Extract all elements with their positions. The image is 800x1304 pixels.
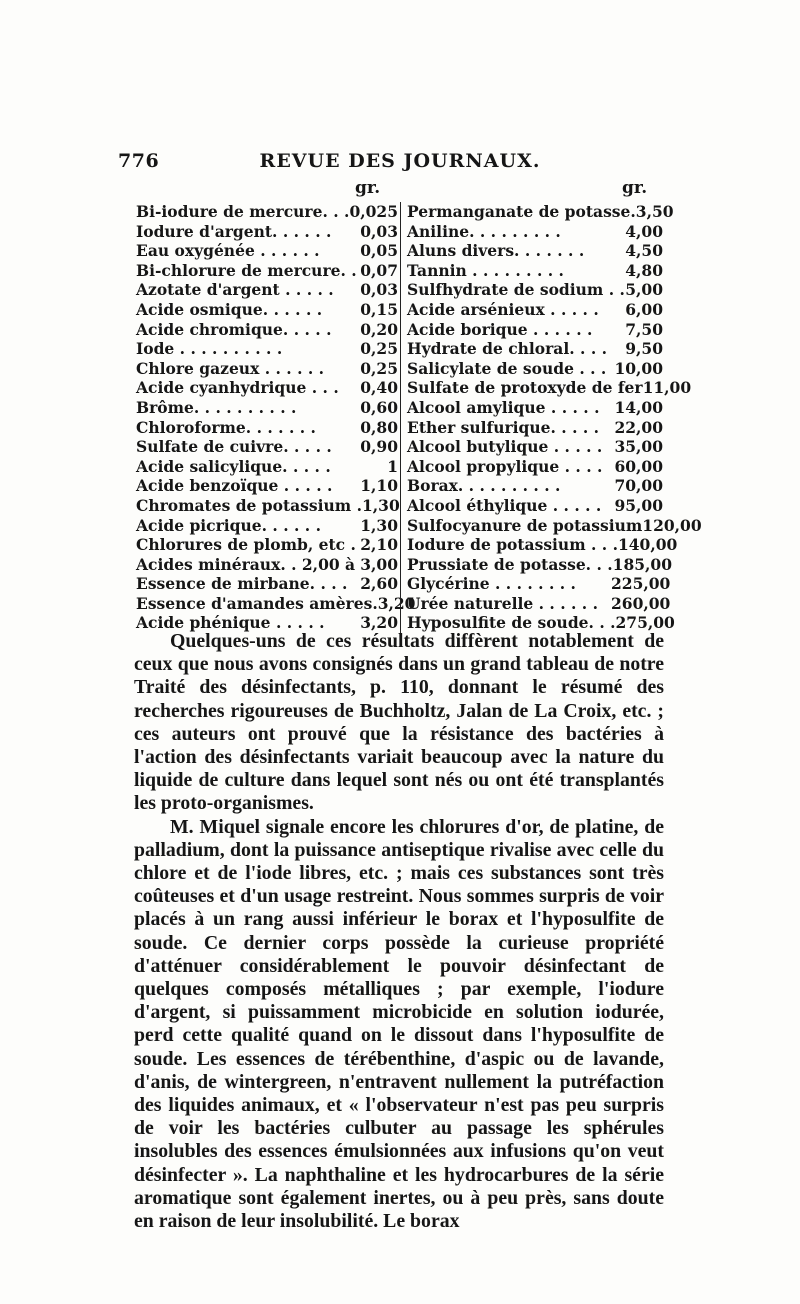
substance-value: 260,00	[611, 593, 671, 613]
substance-name: Ether sulfurique. . . . .	[407, 417, 600, 437]
substance-value: 0,40	[360, 378, 398, 398]
table-row	[136, 496, 398, 516]
substance-name: Aniline. . . . . . . . .	[407, 221, 561, 241]
table-row	[407, 554, 672, 575]
substance-value: 225,00	[611, 574, 671, 594]
substance-name: Sulfocyanure de potassium	[407, 515, 643, 535]
unit-label-right: gr.	[622, 178, 648, 198]
substance-name: Sulfate de cuivre. . . . .	[136, 437, 332, 457]
substance-name: Hyposulfite de soude. . .	[407, 613, 616, 633]
table-row	[407, 418, 663, 438]
table-row	[136, 516, 398, 536]
table-row	[136, 261, 398, 281]
substance-value: 5,00	[625, 280, 663, 300]
table-row	[407, 593, 671, 614]
substance-value: 1	[387, 456, 398, 476]
table-row	[407, 261, 663, 281]
substance-name: Eau oxygénée . . . . . .	[136, 241, 320, 261]
substance-value: 7,50	[625, 319, 663, 339]
unit-label-left: gr.	[355, 178, 381, 198]
table-row	[407, 339, 663, 359]
substance-name: Acide cyanhydrique . . .	[136, 378, 339, 398]
substance-name: Hydrate de chloral. . . .	[407, 339, 608, 359]
table-row	[407, 535, 678, 555]
substance-value: 0,60	[360, 397, 398, 417]
substance-value: 70,00	[614, 476, 663, 496]
table-row	[407, 437, 663, 457]
table-row	[407, 496, 663, 516]
substance-value: 14,00	[614, 397, 663, 417]
substance-name: Acide salicylique. . . . .	[136, 456, 331, 476]
substance-name: Acide benzoïque . . . . .	[136, 476, 333, 496]
substance-value: 1,30	[361, 495, 400, 515]
substance-name: Chlorures de plomb, etc .	[136, 535, 356, 555]
substance-value: 4,00	[625, 221, 663, 241]
substance-name: Alcool éthylique . . . . .	[407, 495, 602, 515]
page-number: 776	[118, 150, 160, 172]
substance-name: Bi-chlorure de mercure. .	[136, 260, 357, 280]
table-row	[136, 457, 398, 477]
table-row	[136, 398, 398, 418]
substance-name: Essence d'amandes amères.	[136, 593, 378, 613]
substance-name: Aluns divers. . . . . . .	[407, 241, 585, 261]
substance-name: Acides minéraux. . 2,00 à	[136, 554, 356, 574]
substance-name: Acide borique . . . . . .	[407, 319, 593, 339]
substance-value: 185,00	[612, 554, 672, 574]
body-text	[134, 630, 664, 1233]
table-row	[407, 476, 663, 496]
substance-value: 22,00	[614, 417, 663, 437]
substance-value: 60,00	[614, 456, 663, 476]
substance-name: Glycérine . . . . . . . .	[407, 574, 576, 594]
table-row	[136, 300, 398, 320]
substance-name: Iodure de potassium . . .	[407, 535, 618, 555]
table-row	[407, 300, 663, 320]
substance-name: Tannin . . . . . . . . .	[407, 260, 564, 280]
table-row	[407, 320, 663, 340]
table-row	[407, 574, 671, 594]
substance-value: 0,90	[360, 437, 398, 457]
substance-name: Chloroforme. . . . . . .	[136, 417, 316, 437]
substance-name: Alcool propylique . . . .	[407, 456, 603, 476]
substance-value: 9,50	[625, 339, 663, 359]
substance-name: Borax. . . . . . . . . .	[407, 476, 561, 496]
substance-value: 0,25	[360, 339, 398, 359]
table-row	[407, 359, 663, 379]
substance-name: Acide chromique. . . . .	[136, 319, 332, 339]
substance-value: 1,30	[360, 515, 398, 535]
table-row	[136, 280, 398, 300]
table-row	[136, 574, 398, 594]
substance-value: 4,80	[625, 260, 663, 280]
paragraph-2: M. Miquel signale encore les chlorures d'or, de platine, de palladium, dont la puissance antiseptique rivalise avec celle du chlore et de l'iode libres, etc. ; mais ces substances sont très coûteuses et d'un usage restreint. Nous sommes surpris de voir placés à un rang aussi inférieur le borax et l'hyposulfite de soude. Ce dernier corps possède la curieuse propriété d'atténuer considérablement le pouvoir désinfectant de quelques composés métalliques ; par exemple, l'iodure d'argent, si puissamment microbicide en solution iodurée, perd cette qualité quand on le dissout dans l'hyposulfite de soude. Les essences de térébenthine, d'aspic ou de lavande, d'anis, de wintergreen, n'entravent nullement la putréfaction des liquides animaux, et « l'observateur n'est pas peu surpris de voir les bactéries culbuter au passage les sphérules insolubles des essences émulsionnées aux infusions qu'on veut désinfecter ». La naphthaline et les hydrocarbures de la série aromatique sont également inertes, ou à peu près, sans doute en raison de leur insolubilité. Le borax	[134, 815, 664, 1233]
substance-value: 95,00	[614, 495, 663, 515]
substance-name: Iode . . . . . . . . . .	[136, 339, 283, 359]
substance-value: 0,05	[360, 241, 398, 261]
substance-name: Alcool amylique . . . . .	[407, 397, 600, 417]
table-row	[136, 222, 398, 242]
substance-name: Permanganate de potasse.	[407, 202, 636, 221]
table-row	[407, 457, 663, 477]
substance-name: Acide arsénieux . . . . .	[407, 299, 599, 319]
running-head: REVUE DES JOURNAUX.	[259, 150, 541, 172]
substance-name: Alcool butylique . . . . .	[407, 437, 603, 457]
table-row	[407, 222, 663, 242]
substance-name: Prussiate de potasse. . .	[407, 554, 613, 574]
table-row	[136, 535, 398, 555]
table-left-column	[136, 202, 416, 633]
table-row	[136, 339, 398, 359]
table-row	[136, 320, 398, 340]
table-right-column	[400, 202, 702, 633]
table-row	[407, 280, 663, 300]
table-row	[407, 515, 702, 536]
table-row	[407, 378, 692, 398]
substance-name: Bi-iodure de mercure. . .	[136, 202, 350, 221]
substance-value: 1,10	[360, 476, 398, 496]
table-row	[136, 378, 398, 398]
substance-value: 0,025	[349, 202, 398, 221]
substance-name: Acide phénique . . . . .	[136, 613, 325, 633]
substance-name: Chromates de potassium .	[136, 495, 362, 515]
table-row	[136, 202, 398, 222]
substance-name: Iodure d'argent. . . . . .	[136, 221, 332, 241]
substance-value: 4,50	[625, 241, 663, 261]
table-row	[136, 418, 398, 438]
substance-name: Salicylate de soude . . .	[407, 358, 607, 378]
substance-value: 6,00	[625, 299, 663, 319]
substance-value: 3,20	[377, 593, 416, 613]
substance-value: 0,80	[360, 417, 398, 437]
table-row	[136, 241, 398, 261]
table-row	[136, 593, 416, 614]
substance-value: 0,15	[360, 299, 398, 319]
table-row	[407, 241, 663, 261]
table-row	[136, 476, 398, 496]
table-row	[407, 398, 663, 418]
substance-value: 0,03	[360, 221, 398, 241]
substance-name: Acide osmique. . . . . .	[136, 299, 323, 319]
substance-name: Chlore gazeux . . . . . .	[136, 358, 325, 378]
table-row	[136, 437, 398, 457]
substance-value: 11,00	[642, 378, 692, 398]
table-row	[407, 202, 674, 222]
substance-value: 3,50	[635, 202, 674, 221]
substance-name: Acide picrique. . . . . .	[136, 515, 321, 535]
substance-name: Urée naturelle . . . . . .	[407, 593, 598, 613]
substance-value: 10,00	[614, 358, 663, 378]
substance-value: 0,07	[360, 260, 398, 280]
substance-value: 0,20	[360, 319, 398, 339]
substance-name: Sulfate de protoxyde de fer	[407, 378, 643, 398]
substance-value: 0,25	[360, 358, 398, 378]
substance-name: Azotate d'argent . . . . .	[136, 280, 334, 300]
substance-name: Sulfhydrate de sodium . .	[407, 280, 625, 300]
paragraph-1: Quelques-uns de ces résultats diffèrent notablement de ceux que nous avons consignés dans un grand tableau de notre Traité des désinfectants, p. 110, donnant le résumé des recherches rigoureuses de Buchholtz, Jalan de La Croix, etc. ; ces auteurs ont prouvé que la résistance des bactéries à l'action des désinfectants variait beaucoup avec la nature du liquide de culture dans lequel sont nés ou ont été transplantés les proto-organismes.	[134, 630, 664, 815]
substance-value: 275,00	[615, 613, 675, 633]
substance-value: 3,20	[360, 613, 398, 633]
substance-value: 35,00	[614, 437, 663, 457]
substance-name: Essence de mirbane. . . .	[136, 574, 348, 594]
substance-value: 0,03	[360, 280, 398, 300]
table-row	[136, 359, 398, 379]
substance-value: 3,00	[360, 554, 398, 574]
substance-value: 140,00	[617, 535, 678, 555]
table-row	[136, 555, 398, 575]
substance-value: 2,10	[360, 535, 398, 555]
substance-value: 2,60	[360, 574, 398, 594]
substance-value: 120,00	[642, 515, 702, 535]
substance-name: Brôme. . . . . . . . . .	[136, 397, 297, 417]
